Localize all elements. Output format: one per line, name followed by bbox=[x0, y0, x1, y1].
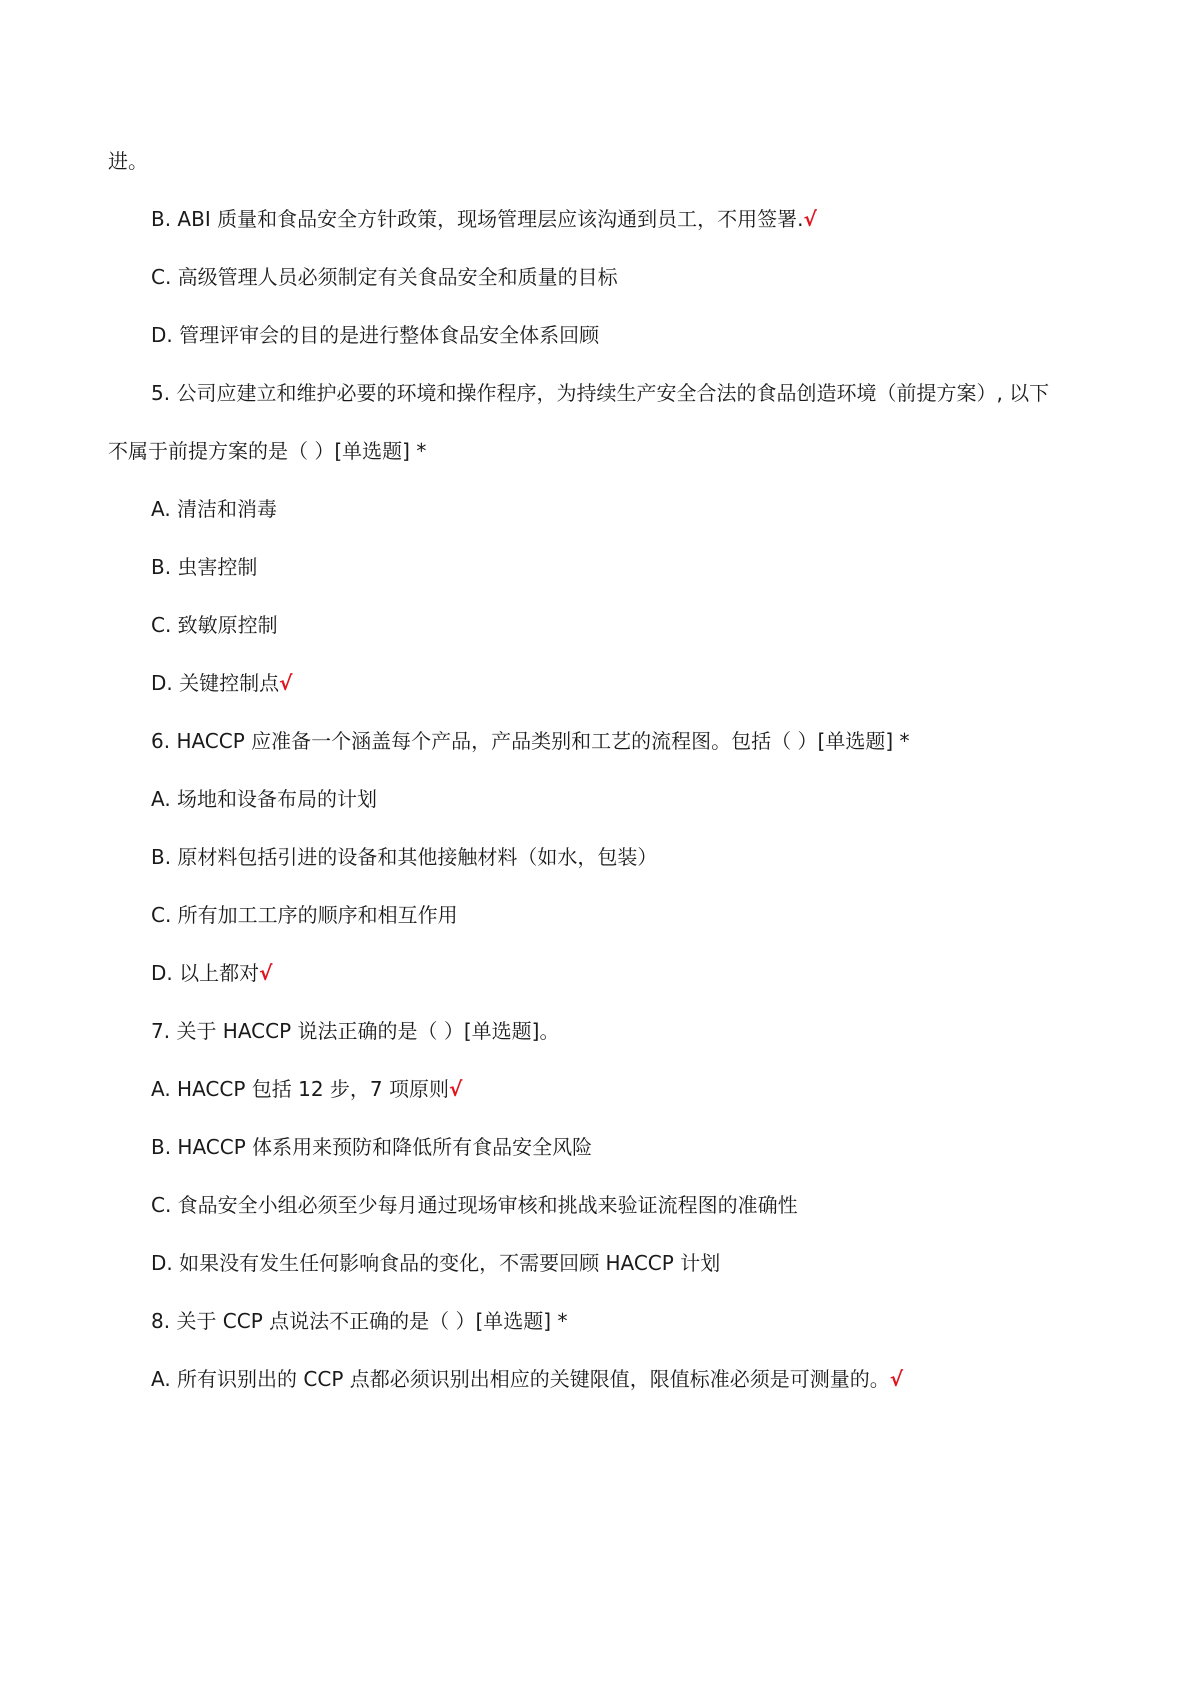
q5-option-a bbox=[151, 495, 277, 523]
option-text: C. 所有加工工序的顺序和相互作用 bbox=[151, 903, 458, 927]
continuation-line bbox=[108, 147, 148, 175]
option-text: A. 所有识别出的 CCP 点都必须识别出相应的关键限值，限值标准必须是可测量的。 bbox=[151, 1367, 890, 1391]
option-text: A. HACCP 包括 12 步，7 项原则 bbox=[151, 1077, 450, 1101]
correct-answer-check-icon: √ bbox=[803, 207, 817, 231]
q5-option-d bbox=[151, 669, 292, 697]
option-text: D. 关键控制点 bbox=[151, 671, 280, 695]
question-5-title bbox=[151, 379, 1049, 407]
q5-option-b bbox=[151, 553, 257, 581]
option-text: D. 以上都对 bbox=[151, 961, 260, 985]
question-text: 6. HACCP 应准备一个涵盖每个产品，产品类别和工艺的流程图。包括（ ）[单选题] * bbox=[151, 729, 910, 753]
option-text: B. HACCP 体系用来预防和降低所有食品安全风险 bbox=[151, 1135, 593, 1159]
question-text: 不属于前提方案的是（ ）[单选题] * bbox=[108, 439, 427, 463]
question-6-title bbox=[151, 727, 909, 755]
q6-option-a bbox=[151, 785, 377, 813]
q4-option-d bbox=[151, 321, 599, 349]
q4-option-b bbox=[151, 205, 817, 233]
option-text: B. 虫害控制 bbox=[151, 555, 258, 579]
question-5-title-cont bbox=[108, 437, 426, 465]
option-text: A. 场地和设备布局的计划 bbox=[151, 787, 378, 811]
option-text: B. ABI 质量和食品安全方针政策，现场管理层应该沟通到员工，不用签署. bbox=[151, 207, 804, 231]
option-text: A. 清洁和消毒 bbox=[151, 497, 278, 521]
q6-option-c bbox=[151, 901, 458, 929]
question-7-title bbox=[151, 1017, 559, 1045]
question-text: 7. 关于 HACCP 说法正确的是（ ）[单选题]。 bbox=[151, 1019, 560, 1043]
option-text: D. 管理评审会的目的是进行整体食品安全体系回顾 bbox=[151, 323, 600, 347]
q7-option-c bbox=[151, 1191, 798, 1219]
q6-option-b bbox=[151, 843, 657, 871]
question-text: 8. 关于 CCP 点说法不正确的是（ ）[单选题] * bbox=[151, 1309, 568, 1333]
correct-answer-check-icon: √ bbox=[889, 1367, 904, 1391]
q7-option-a bbox=[151, 1075, 462, 1103]
option-text: D. 如果没有发生任何影响食品的变化，不需要回顾 HACCP 计划 bbox=[151, 1251, 721, 1275]
option-text: B. 原材料包括引进的设备和其他接触材料（如水，包装） bbox=[151, 845, 658, 869]
option-text: C. 高级管理人员必须制定有关食品安全和质量的目标 bbox=[151, 265, 618, 289]
q7-option-b bbox=[151, 1133, 592, 1161]
option-text: C. 致敏原控制 bbox=[151, 613, 278, 637]
q7-option-d bbox=[151, 1249, 720, 1277]
option-text: C. 食品安全小组必须至少每月通过现场审核和挑战来验证流程图的准确性 bbox=[151, 1193, 798, 1217]
correct-answer-check-icon: √ bbox=[259, 961, 273, 985]
correct-answer-check-icon: √ bbox=[279, 671, 293, 695]
q8-option-a bbox=[151, 1365, 903, 1393]
q5-option-c bbox=[151, 611, 278, 639]
q6-option-d bbox=[151, 959, 272, 987]
q4-option-c bbox=[151, 263, 618, 291]
question-8-title bbox=[151, 1307, 567, 1335]
question-text: 5. 公司应建立和维护必要的环境和操作程序，为持续生产安全合法的食品创造环境（前提方案）, 以下 bbox=[151, 381, 1050, 405]
correct-answer-check-icon: √ bbox=[449, 1077, 463, 1101]
line-text: 进。 bbox=[108, 149, 148, 173]
